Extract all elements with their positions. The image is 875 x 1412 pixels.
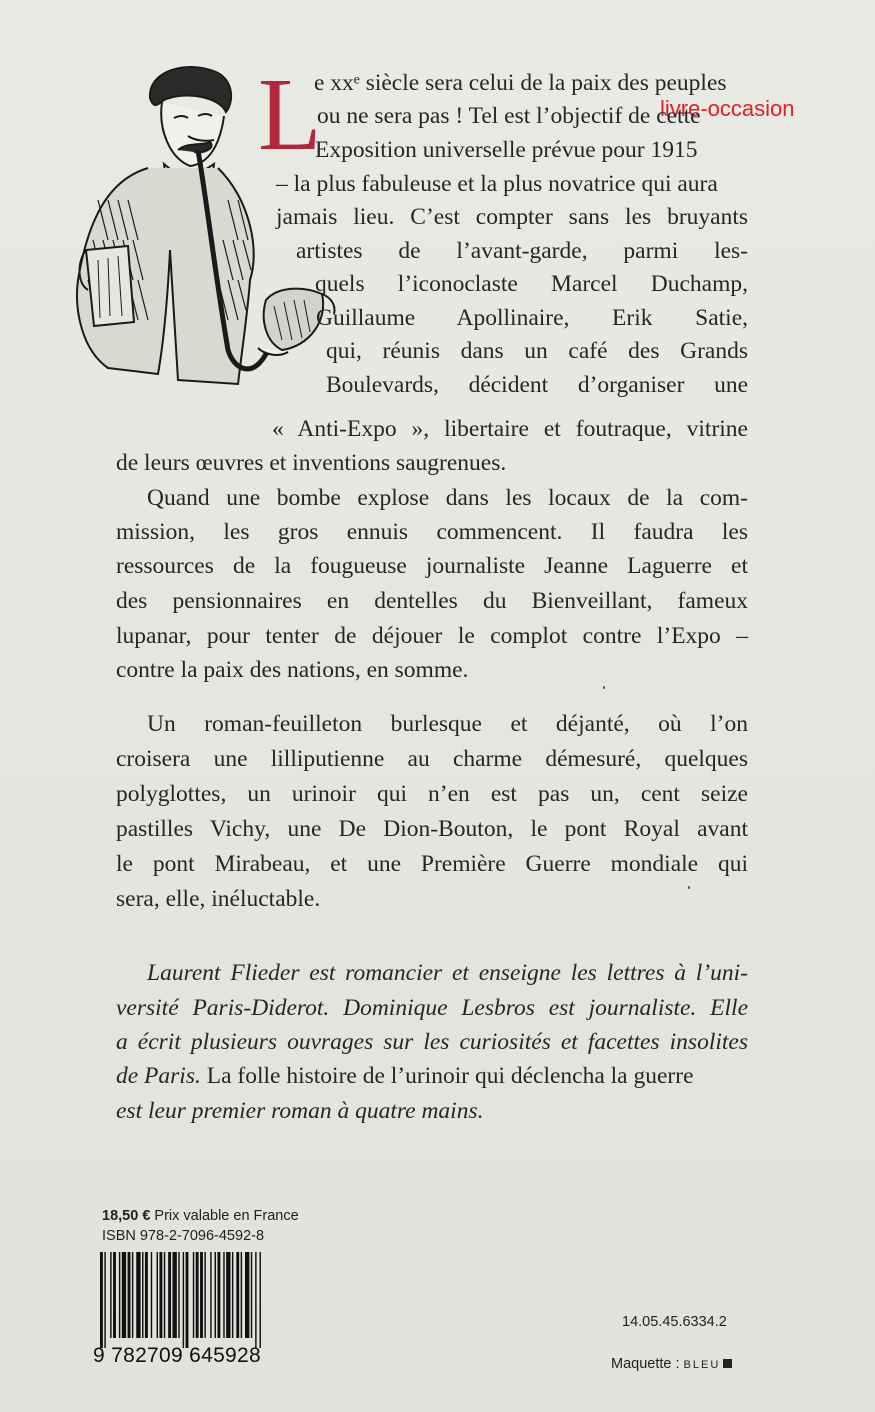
- book-title: La folle histoire de l’urinoir qui déclencha la guerre: [200, 1063, 694, 1089]
- text-line: contre la paix des nations, en somme.: [116, 657, 469, 683]
- text-line: Boulevards, décident d’organiser une: [326, 372, 748, 398]
- maquette-brand: BLEU: [683, 1359, 721, 1371]
- maquette-credit: [611, 1356, 732, 1372]
- barcode-bar: [223, 1252, 224, 1338]
- barcode-bar: [159, 1252, 162, 1338]
- barcode-bar: [132, 1252, 133, 1338]
- text-line: ressources de la fougueuse journaliste Jeanne Laguerre et: [116, 553, 748, 579]
- watermark-text: livre-occasion: [660, 96, 795, 121]
- barcode-bar: [119, 1252, 120, 1338]
- text-line: le pont Mirabeau, et une Première Guerre mondiale qui: [116, 851, 748, 877]
- price-note: Prix valable en France: [150, 1208, 299, 1224]
- barcode-bar: [232, 1252, 233, 1338]
- barcode-bar: [104, 1252, 105, 1348]
- barcode-bar: [157, 1252, 158, 1338]
- text-line: croisera une lilliputienne au charme démesuré, quelques: [116, 746, 748, 772]
- barcode-digits: 9 782709 645928: [93, 1344, 261, 1367]
- text-line: Guillaume Apollinaire, Erik Satie,: [316, 305, 748, 331]
- author-bio-line: Laurent Flieder est romancier et enseigne les lettres à l’uni-: [147, 960, 748, 986]
- text-line: mission, les gros ennuis commencent. Il faudra les: [116, 519, 748, 545]
- author-bio-line: [116, 1060, 694, 1092]
- barcode-bar: [100, 1252, 103, 1348]
- barcode-bar: [200, 1252, 203, 1338]
- text-line: artistes de l’avant-garde, parmi les-: [296, 238, 748, 264]
- barcode-bar: [183, 1252, 184, 1348]
- barcode-bar: [168, 1252, 171, 1338]
- author-bio-line: est leur premier roman à quatre mains.: [116, 1098, 484, 1124]
- barcode-bar: [260, 1252, 261, 1348]
- barcode-bar: [128, 1252, 131, 1338]
- barcode-bar: [226, 1252, 230, 1338]
- brand-square-icon: [723, 1359, 732, 1368]
- speck: [603, 686, 605, 689]
- text-line: lupanar, pour tenter de déjouer le complot contre l’Expo –: [116, 623, 748, 649]
- barcode-bar: [196, 1252, 199, 1338]
- barcode-bar: [178, 1252, 179, 1338]
- text-line: e xxᵉ siècle sera celui de la paix des peuples: [314, 70, 727, 96]
- catalog-code: 14.05.45.6334.2: [622, 1314, 727, 1330]
- barcode-bar: [241, 1252, 242, 1338]
- drop-cap: L: [258, 57, 322, 172]
- barcode-bar: [186, 1252, 189, 1348]
- barcode-bar: [122, 1252, 126, 1338]
- barcode-bar: [251, 1252, 252, 1338]
- barcode-bar: [151, 1252, 152, 1338]
- text-line: « Anti-Expo », libertaire et foutraque, vitrine: [272, 416, 748, 442]
- maquette-label: Maquette :: [611, 1356, 684, 1372]
- barcode-bar: [145, 1252, 148, 1338]
- barcode-bar: [110, 1252, 111, 1338]
- text-line: Quand une bombe explose dans les locaux de la com-: [147, 485, 748, 511]
- barcode-bar: [164, 1252, 165, 1338]
- text-line: polyglottes, un urinoir qui n’en est pas un, cent seize: [116, 781, 748, 807]
- barcode: [100, 1252, 302, 1348]
- author-bio-line: a écrit plusieurs ouvrages sur les curiosités et facettes insolites: [116, 1029, 748, 1055]
- text-line: ou ne sera pas ! Tel est l’objectif de cette: [317, 103, 701, 129]
- barcode-bar: [255, 1252, 256, 1348]
- barcode-bar: [142, 1252, 143, 1338]
- barcode-bar: [217, 1252, 220, 1338]
- price-line: [102, 1206, 299, 1226]
- text-line: Exposition universelle prévue pour 1915: [315, 137, 698, 163]
- text-line: des pensionnaires en dentelles du Bienveillant, fameux: [116, 588, 748, 614]
- barcode-bar: [210, 1252, 211, 1338]
- price-block: [102, 1206, 299, 1246]
- barcode-bar: [215, 1252, 216, 1338]
- text-line: – la plus fabuleuse et la plus novatrice qui aura: [276, 171, 718, 197]
- price-amount: 18,50 €: [102, 1208, 151, 1224]
- text-line: de leurs œuvres et inventions saugrenues.: [116, 450, 507, 476]
- barcode-bar: [113, 1252, 116, 1338]
- text-line: quels l’iconoclaste Marcel Duchamp,: [315, 271, 748, 297]
- author-bio-italic: de Paris.: [116, 1063, 201, 1089]
- barcode-bar: [245, 1252, 249, 1338]
- barcode-bar: [193, 1252, 194, 1338]
- barcode-bar: [136, 1252, 140, 1338]
- barcode-bar: [173, 1252, 177, 1338]
- text-line: jamais lieu. C’est compter sans les bruyants: [276, 204, 748, 230]
- text-line: Un roman-feuilleton burlesque et déjanté, où l’on: [147, 711, 748, 737]
- author-bio-line: versité Paris-Diderot. Dominique Lesbros est journaliste. Elle: [116, 995, 748, 1021]
- barcode-bar: [236, 1252, 239, 1338]
- text-line: qui, réunis dans un café des Grands: [326, 338, 748, 364]
- speck: [688, 886, 690, 889]
- isbn-line: ISBN 978-2-7096-4592-8: [102, 1228, 265, 1244]
- text-line: sera, elle, inéluctable.: [116, 886, 321, 912]
- text-line: pastilles Vichy, une De Dion-Bouton, le pont Royal avant: [116, 816, 748, 842]
- barcode-bar: [204, 1252, 205, 1338]
